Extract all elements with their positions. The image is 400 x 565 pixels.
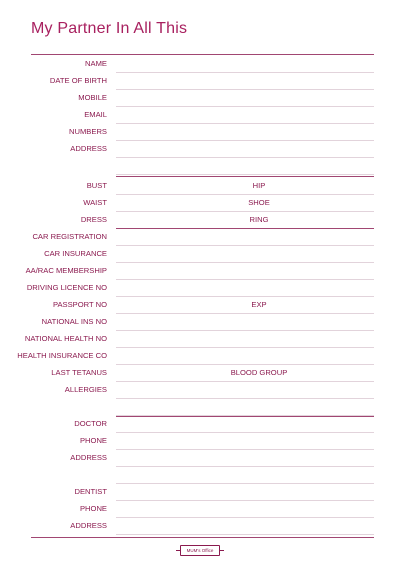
field-row-driving-licence-no xyxy=(0,280,400,297)
field-row-allergies xyxy=(0,382,400,399)
field-row-car-registration xyxy=(0,229,400,246)
field-label: DRESS xyxy=(80,215,107,224)
field-row-numbers xyxy=(0,124,400,141)
field-label: DATE OF BIRTH xyxy=(49,76,107,85)
field-row-name xyxy=(0,56,400,73)
field-label-secondary: HIP xyxy=(252,181,266,190)
field-row-blank xyxy=(0,467,400,484)
field-label: ADDRESS xyxy=(70,521,107,530)
field-label: PASSPORT NO xyxy=(52,300,107,309)
field-label: PHONE xyxy=(79,436,107,445)
bottom-rule xyxy=(31,537,374,538)
field-label: ALLERGIES xyxy=(64,385,107,394)
top-rule xyxy=(31,54,374,55)
field-row-doctor xyxy=(0,416,400,433)
field-row-dentist xyxy=(0,484,400,501)
field-label: DENTIST xyxy=(74,487,107,496)
field-label: HEALTH INSURANCE CO xyxy=(17,351,107,360)
page-title: My Partner In All This xyxy=(31,20,188,37)
field-label: EMAIL xyxy=(84,110,107,119)
field-row-last-tetanus xyxy=(0,365,400,382)
field-label: PHONE xyxy=(79,504,107,513)
field-row-passport-no xyxy=(0,297,400,314)
field-label: AA/RAC MEMBERSHIP xyxy=(25,266,107,275)
field-row-dress xyxy=(0,212,400,229)
field-label: CAR INSURANCE xyxy=(44,249,107,258)
field-label: MOBILE xyxy=(78,93,107,102)
field-row-blank xyxy=(0,158,400,175)
field-row-address xyxy=(0,141,400,158)
field-row-waist xyxy=(0,195,400,212)
field-label-secondary: RING xyxy=(249,215,269,224)
field-label: ADDRESS xyxy=(70,453,107,462)
field-row-car-insurance xyxy=(0,246,400,263)
field-label: DRIVING LICENCE NO xyxy=(26,283,107,292)
field-label: WAIST xyxy=(83,198,107,207)
writing-line[interactable] xyxy=(116,174,374,175)
field-label: NAME xyxy=(85,59,107,68)
logo-text: MUM's Office xyxy=(186,548,214,553)
field-row-national-health-no xyxy=(0,331,400,348)
field-label: CAR REGISTRATION xyxy=(32,232,107,241)
logo-left-tick xyxy=(176,550,180,551)
field-label: DOCTOR xyxy=(74,419,107,428)
field-row-email xyxy=(0,107,400,124)
field-label: NATIONAL INS NO xyxy=(41,317,107,326)
field-label: ADDRESS xyxy=(70,144,107,153)
field-row-aa-rac-membership xyxy=(0,263,400,280)
field-row-national-ins-no xyxy=(0,314,400,331)
field-row-date-of-birth xyxy=(0,73,400,90)
field-row-health-insurance-co xyxy=(0,348,400,365)
field-row-blank xyxy=(0,399,400,416)
field-label: LAST TETANUS xyxy=(51,368,107,377)
field-label-secondary: EXP xyxy=(251,300,267,309)
field-label-secondary: BLOOD GROUP xyxy=(230,368,288,377)
field-row-mobile xyxy=(0,90,400,107)
writing-line[interactable] xyxy=(116,534,374,535)
field-row-address xyxy=(0,450,400,467)
field-row-phone xyxy=(0,433,400,450)
field-label: BUST xyxy=(86,181,107,190)
field-row-address xyxy=(0,518,400,535)
field-row-phone xyxy=(0,501,400,518)
field-label: NATIONAL HEALTH NO xyxy=(24,334,107,343)
field-row-bust xyxy=(0,178,400,195)
field-label: NUMBERS xyxy=(69,127,107,136)
logo-right-tick xyxy=(220,550,224,551)
field-label-secondary: SHOE xyxy=(248,198,270,207)
mums-office-logo xyxy=(180,545,220,556)
section-divider-sizes xyxy=(116,176,374,177)
